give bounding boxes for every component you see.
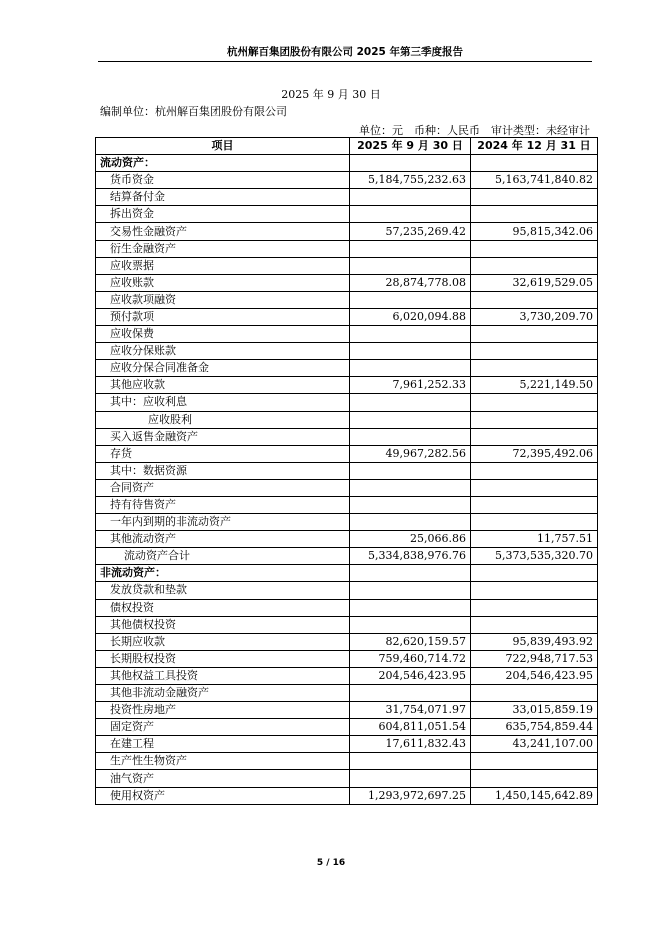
table-row bbox=[96, 514, 598, 531]
table-row bbox=[96, 257, 598, 274]
value-2024-12-31 bbox=[471, 155, 598, 172]
value-2024-12-31: 43,241,107.00 bbox=[471, 736, 598, 753]
value-2025-09-30 bbox=[350, 291, 471, 308]
table-row bbox=[96, 753, 598, 770]
value-2024-12-31 bbox=[471, 257, 598, 274]
report-header-title: 杭州解百集团股份有限公司 2025 年第三季度报告 bbox=[226, 46, 464, 58]
table-header-row bbox=[96, 138, 598, 155]
row-label: 流动资产合计 bbox=[96, 548, 350, 565]
value-2024-12-31 bbox=[471, 240, 598, 257]
row-label: 长期应收款 bbox=[96, 633, 350, 650]
row-label: 其中：应收利息 bbox=[96, 394, 350, 411]
value-2025-09-30: 5,184,755,232.63 bbox=[350, 172, 471, 189]
row-label: 持有待售资产 bbox=[96, 496, 350, 513]
value-2025-09-30 bbox=[350, 155, 471, 172]
value-2025-09-30 bbox=[350, 326, 471, 343]
value-2024-12-31: 95,839,493.92 bbox=[471, 633, 598, 650]
table-row bbox=[96, 736, 598, 753]
table-row bbox=[96, 650, 598, 667]
table-row bbox=[96, 172, 598, 189]
table-row bbox=[96, 787, 598, 804]
value-2024-12-31: 5,373,535,320.70 bbox=[471, 548, 598, 565]
balance-sheet-table bbox=[95, 137, 598, 805]
row-label: 应收票据 bbox=[96, 257, 350, 274]
value-2025-09-30: 759,460,714.72 bbox=[350, 650, 471, 667]
value-2024-12-31: 204,546,423.95 bbox=[471, 667, 598, 684]
value-2024-12-31 bbox=[471, 291, 598, 308]
value-2024-12-31: 5,163,741,840.82 bbox=[471, 172, 598, 189]
value-2025-09-30 bbox=[350, 428, 471, 445]
row-label: 其中：数据资源 bbox=[96, 462, 350, 479]
value-2024-12-31 bbox=[471, 428, 598, 445]
value-2024-12-31 bbox=[471, 411, 598, 428]
value-2025-09-30: 6,020,094.88 bbox=[350, 308, 471, 325]
table-body bbox=[96, 155, 598, 805]
value-2025-09-30 bbox=[350, 616, 471, 633]
value-2025-09-30 bbox=[350, 343, 471, 360]
value-2024-12-31: 72,395,492.06 bbox=[471, 445, 598, 462]
value-2024-12-31 bbox=[471, 565, 598, 582]
value-2025-09-30 bbox=[350, 479, 471, 496]
table-row bbox=[96, 155, 598, 172]
value-2025-09-30: 17,611,832.43 bbox=[350, 736, 471, 753]
row-label: 使用权资产 bbox=[96, 787, 350, 804]
value-2025-09-30 bbox=[350, 753, 471, 770]
value-2024-12-31 bbox=[471, 479, 598, 496]
value-2025-09-30: 82,620,159.57 bbox=[350, 633, 471, 650]
value-2024-12-31: 1,450,145,642.89 bbox=[471, 787, 598, 804]
table-row bbox=[96, 702, 598, 719]
value-2025-09-30 bbox=[350, 685, 471, 702]
row-label: 其他流动资产 bbox=[96, 531, 350, 548]
table-row bbox=[96, 496, 598, 513]
value-2025-09-30 bbox=[350, 411, 471, 428]
row-label: 其他权益工具投资 bbox=[96, 667, 350, 684]
row-label: 预付款项 bbox=[96, 308, 350, 325]
table-row bbox=[96, 633, 598, 650]
table-row bbox=[96, 240, 598, 257]
row-label: 油气资产 bbox=[96, 770, 350, 787]
value-2024-12-31 bbox=[471, 189, 598, 206]
column-header-current-period: 2025 年 9 月 30 日 bbox=[350, 138, 471, 155]
table-row bbox=[96, 274, 598, 291]
header-divider bbox=[98, 61, 592, 62]
value-2024-12-31 bbox=[471, 206, 598, 223]
table-row bbox=[96, 685, 598, 702]
value-2024-12-31: 11,757.51 bbox=[471, 531, 598, 548]
table-row bbox=[96, 189, 598, 206]
row-label: 一年内到期的非流动资产 bbox=[96, 514, 350, 531]
row-label: 应收分保账款 bbox=[96, 343, 350, 360]
table-row bbox=[96, 394, 598, 411]
table-row bbox=[96, 616, 598, 633]
row-label: 在建工程 bbox=[96, 736, 350, 753]
row-label: 债权投资 bbox=[96, 599, 350, 616]
row-label: 固定资产 bbox=[96, 719, 350, 736]
value-2025-09-30: 57,235,269.42 bbox=[350, 223, 471, 240]
report-date: 2025 年 9 月 30 日 bbox=[281, 88, 381, 101]
value-2025-09-30: 1,293,972,697.25 bbox=[350, 787, 471, 804]
value-2025-09-30 bbox=[350, 565, 471, 582]
table-row bbox=[96, 428, 598, 445]
value-2024-12-31: 635,754,859.44 bbox=[471, 719, 598, 736]
row-label: 生产性生物资产 bbox=[96, 753, 350, 770]
section-heading: 流动资产： bbox=[96, 155, 350, 172]
value-2024-12-31 bbox=[471, 343, 598, 360]
value-2024-12-31 bbox=[471, 770, 598, 787]
row-label: 货币资金 bbox=[96, 172, 350, 189]
table-row bbox=[96, 599, 598, 616]
value-2024-12-31: 3,730,209.70 bbox=[471, 308, 598, 325]
value-2025-09-30 bbox=[350, 514, 471, 531]
value-2024-12-31 bbox=[471, 616, 598, 633]
value-2025-09-30 bbox=[350, 599, 471, 616]
value-2024-12-31: 5,221,149.50 bbox=[471, 377, 598, 394]
value-2025-09-30 bbox=[350, 206, 471, 223]
value-2025-09-30 bbox=[350, 189, 471, 206]
value-2025-09-30 bbox=[350, 360, 471, 377]
value-2024-12-31 bbox=[471, 496, 598, 513]
value-2024-12-31 bbox=[471, 582, 598, 599]
value-2025-09-30 bbox=[350, 394, 471, 411]
row-label: 投资性房地产 bbox=[96, 702, 350, 719]
table-row bbox=[96, 326, 598, 343]
row-label: 应收股利 bbox=[96, 411, 350, 428]
value-2025-09-30 bbox=[350, 462, 471, 479]
value-2024-12-31: 33,015,859.19 bbox=[471, 702, 598, 719]
value-2024-12-31 bbox=[471, 753, 598, 770]
table-row bbox=[96, 565, 598, 582]
table-row bbox=[96, 719, 598, 736]
value-2025-09-30 bbox=[350, 240, 471, 257]
row-label: 发放贷款和垫款 bbox=[96, 582, 350, 599]
table-row bbox=[96, 206, 598, 223]
row-label: 其他应收款 bbox=[96, 377, 350, 394]
value-2025-09-30: 604,811,051.54 bbox=[350, 719, 471, 736]
value-2025-09-30: 5,334,838,976.76 bbox=[350, 548, 471, 565]
value-2025-09-30 bbox=[350, 582, 471, 599]
table-row bbox=[96, 377, 598, 394]
value-2024-12-31 bbox=[471, 360, 598, 377]
value-2024-12-31: 722,948,717.53 bbox=[471, 650, 598, 667]
value-2025-09-30: 25,066.86 bbox=[350, 531, 471, 548]
value-2024-12-31 bbox=[471, 514, 598, 531]
units-currency-audit: 单位：元 币种：人民币 审计类型：未经审计 bbox=[359, 124, 590, 137]
row-label: 买入返售金融资产 bbox=[96, 428, 350, 445]
column-header-prior-period: 2024 年 12 月 31 日 bbox=[471, 138, 598, 155]
row-label: 结算备付金 bbox=[96, 189, 350, 206]
row-label: 合同资产 bbox=[96, 479, 350, 496]
table-row bbox=[96, 291, 598, 308]
table-row bbox=[96, 531, 598, 548]
section-heading: 非流动资产： bbox=[96, 565, 350, 582]
table-row bbox=[96, 479, 598, 496]
column-header-item: 项目 bbox=[96, 138, 350, 155]
row-label: 应收款项融资 bbox=[96, 291, 350, 308]
row-label: 其他非流动金融资产 bbox=[96, 685, 350, 702]
table-row bbox=[96, 223, 598, 240]
row-label: 交易性金融资产 bbox=[96, 223, 350, 240]
value-2025-09-30 bbox=[350, 257, 471, 274]
row-label: 应收分保合同准备金 bbox=[96, 360, 350, 377]
value-2024-12-31 bbox=[471, 685, 598, 702]
value-2024-12-31 bbox=[471, 326, 598, 343]
value-2024-12-31 bbox=[471, 599, 598, 616]
value-2024-12-31 bbox=[471, 462, 598, 479]
value-2024-12-31 bbox=[471, 394, 598, 411]
value-2025-09-30: 7,961,252.33 bbox=[350, 377, 471, 394]
table-row bbox=[96, 462, 598, 479]
value-2025-09-30: 204,546,423.95 bbox=[350, 667, 471, 684]
row-label: 拆出资金 bbox=[96, 206, 350, 223]
row-label: 其他债权投资 bbox=[96, 616, 350, 633]
table-row bbox=[96, 445, 598, 462]
page-number: 5 / 16 bbox=[316, 858, 346, 868]
row-label: 应收账款 bbox=[96, 274, 350, 291]
preparing-company: 编制单位：杭州解百集团股份有限公司 bbox=[100, 105, 287, 118]
value-2025-09-30 bbox=[350, 770, 471, 787]
table-row bbox=[96, 582, 598, 599]
value-2025-09-30: 49,967,282.56 bbox=[350, 445, 471, 462]
row-label: 衍生金融资产 bbox=[96, 240, 350, 257]
table-row bbox=[96, 548, 598, 565]
row-label: 存货 bbox=[96, 445, 350, 462]
table-row bbox=[96, 411, 598, 428]
table-row bbox=[96, 667, 598, 684]
table-row bbox=[96, 360, 598, 377]
table-row bbox=[96, 770, 598, 787]
row-label: 应收保费 bbox=[96, 326, 350, 343]
value-2024-12-31: 32,619,529.05 bbox=[471, 274, 598, 291]
row-label: 长期股权投资 bbox=[96, 650, 350, 667]
value-2025-09-30: 28,874,778.08 bbox=[350, 274, 471, 291]
table-row bbox=[96, 343, 598, 360]
value-2025-09-30: 31,754,071.97 bbox=[350, 702, 471, 719]
value-2024-12-31: 95,815,342.06 bbox=[471, 223, 598, 240]
table-row bbox=[96, 308, 598, 325]
value-2025-09-30 bbox=[350, 496, 471, 513]
